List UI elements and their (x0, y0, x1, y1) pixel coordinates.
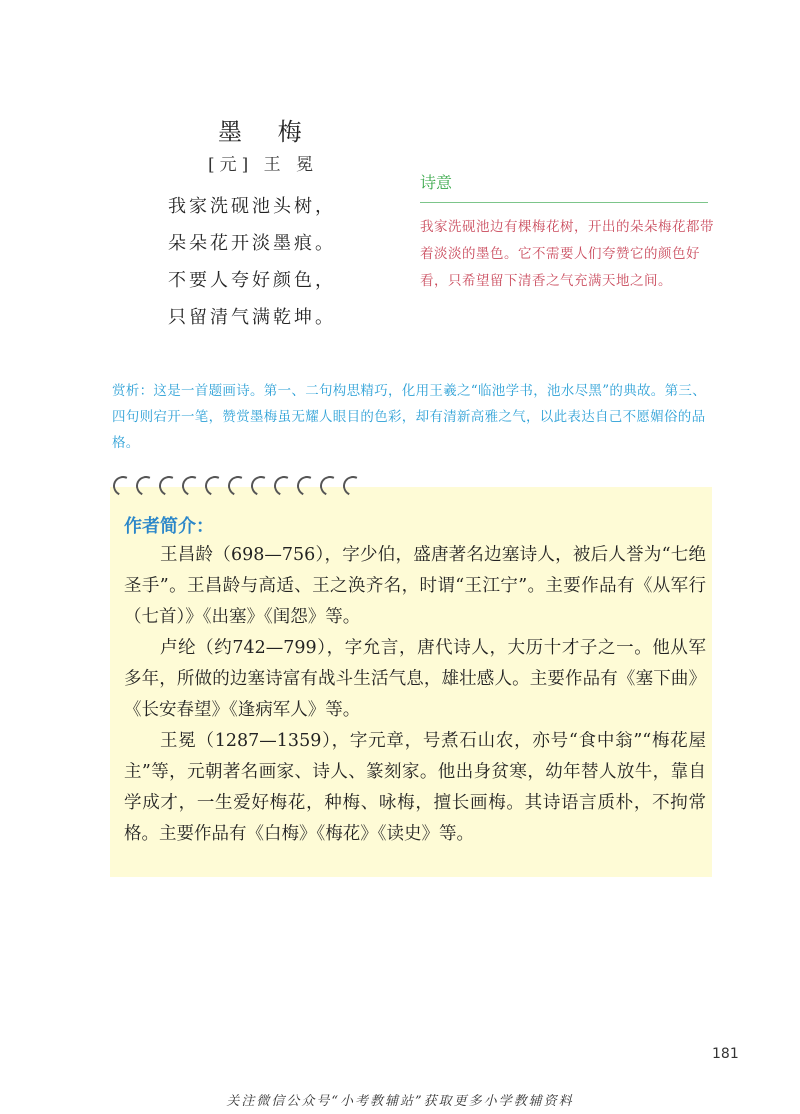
author-paragraph: 王昌龄（698—756），字少伯，盛唐著名边塞诗人，被后人誉为“七绝圣手”。王昌龄与高适、王之涣齐名，时谓“王江宁”。主要作品有《从军行（七首）》《出塞》《闺怨》等。 (124, 545, 706, 627)
page-number: 181 (712, 1046, 739, 1062)
author-paragraph: 卢纶（约742—799），字允言，唐代诗人，大历十才子之一。他从军多年，所做的边塞诗富有战斗生活气息，雄壮感人。主要作品有《塞下曲》《长安春望》《逢病军人》等。 (124, 638, 706, 720)
ring-icon (340, 473, 366, 499)
poem-line: 朵朵花开淡墨痕。 (168, 233, 336, 254)
poem-author: [元] 王 冕 (208, 155, 319, 175)
author-note-heading: 作者简介： (124, 516, 214, 537)
ring-icon (271, 473, 297, 499)
ring-icon (248, 473, 274, 499)
poem-title: 墨 梅 (218, 118, 316, 146)
ring-icon (156, 473, 182, 499)
ring-icon (202, 473, 228, 499)
analysis-text: 赏析：这是一首题画诗。第一、二句构思精巧，化用王羲之“临池学书，池水尽黑”的典故。第三、四句则宕开一笔，赞赏墨梅虽无耀人眼目的色彩，却有清新高雅之气，以此表达自己不愿媚俗的品格。 (112, 383, 707, 451)
author-note-body (124, 540, 706, 850)
ring-icon (133, 473, 159, 499)
ring-icon (225, 473, 251, 499)
ring-icon (317, 473, 343, 499)
meaning-text: 我家洗砚池边有棵梅花树，开出的朵朵梅花都带着淡淡的墨色。它不需要人们夸赞它的颜色好看，只希望留下清香之气充满天地之间。 (420, 219, 714, 289)
footer-note: 关注微信公众号“小考教辅站”获取更多小学教辅资料 (226, 1094, 574, 1109)
meaning-divider (420, 202, 708, 203)
ring-icon (179, 473, 205, 499)
spiral-binding (113, 476, 363, 498)
author-paragraph: 王冕（1287—1359），字元章，号煮石山农，亦号“食中翁”“梅花屋主”等，元朝著名画家、诗人、篆刻家。他出身贫寒，幼年替人放牛，靠自学成才，一生爱好梅花，种梅、咏梅，擅长画梅。其诗语言质朴，不拘常格。主要作品有《白梅》《梅花》《读史》等。 (124, 731, 706, 844)
poem-lines (168, 188, 336, 336)
poem-line: 我家洗砚池头树， (168, 196, 336, 217)
ring-icon (110, 473, 136, 499)
ring-icon (294, 473, 320, 499)
meaning-heading: 诗意 (420, 173, 453, 192)
poem-line: 只留清气满乾坤。 (168, 307, 336, 328)
poem-line: 不要人夸好颜色， (168, 270, 336, 291)
